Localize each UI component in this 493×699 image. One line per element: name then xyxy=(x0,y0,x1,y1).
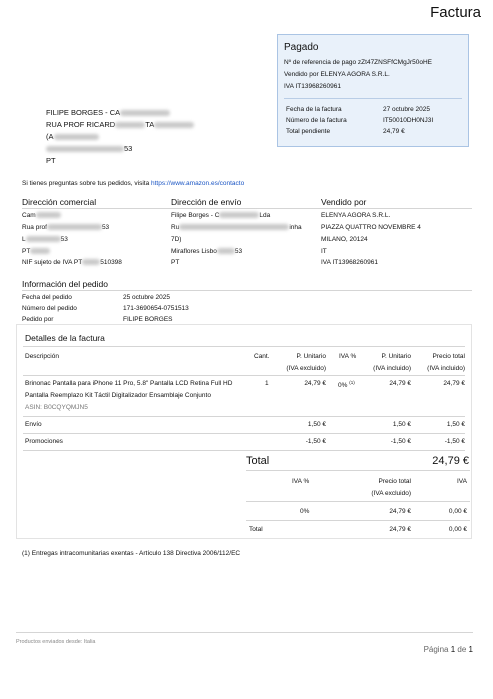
col-unit-price: P. Unitario xyxy=(296,353,326,360)
grand-total-value: 24,79 € xyxy=(432,455,469,467)
billing-address-line: (A xyxy=(46,132,99,141)
shipping-unit-price: 1,50 € xyxy=(307,421,326,428)
item-quantity: 1 xyxy=(265,380,269,387)
col-quantity: Cant. xyxy=(254,353,270,360)
grand-total-label: Total xyxy=(246,455,270,467)
vat-summary-col-total: Precio total xyxy=(378,478,411,485)
contact-link[interactable]: https://www.amazon.es/contacto xyxy=(151,180,245,187)
grand-total-divider xyxy=(246,470,470,471)
seller-vat-number: IVA IT13968260961 xyxy=(321,259,378,266)
col-unit-price-incl-note: (IVA incluido) xyxy=(373,365,411,372)
shipping-address-title: Dirección de envío xyxy=(171,197,242,207)
seller-line: MILANO, 20124 xyxy=(321,236,368,243)
billing-address-line: 53 xyxy=(46,144,132,153)
invoice-details-box xyxy=(16,324,472,539)
col-total: Precio total xyxy=(432,353,465,360)
seller-line: ELENYA AGORA S.R.L. xyxy=(321,212,391,219)
commercial-address-line: Rua prof 53 xyxy=(22,224,110,231)
ordered-by-label: Pedido por xyxy=(22,316,54,323)
shipping-address-line: Filipe Borges - C Lda xyxy=(171,212,271,219)
item-divider xyxy=(23,416,465,417)
item-asin: ASIN: B0CQYQMJN5 xyxy=(25,404,88,411)
vat-summary-col-vat: IVA % xyxy=(292,478,310,485)
item-total: 24,79 € xyxy=(443,380,465,387)
shipped-from: Productos enviados desde: Italia xyxy=(16,639,96,645)
contact-line: Si tienes preguntas sobre tus pedidos, visita https://www.amazon.es/contacto xyxy=(22,180,245,187)
ordered-by-value: FILIPE BORGES xyxy=(123,316,173,323)
seller-line: PIAZZA QUATTRO NOVEMBRE 4 xyxy=(321,224,421,231)
vat-summary-col-iva: IVA xyxy=(457,478,467,485)
col-description: Descripción xyxy=(25,353,59,360)
payment-divider xyxy=(284,98,462,99)
invoice-date-value: 27 octubre 2025 xyxy=(383,106,430,113)
invoice-number-label: Número de la factura xyxy=(286,117,347,124)
shipping-unit-price-incl: 1,50 € xyxy=(392,421,411,428)
order-info-divider xyxy=(22,290,472,291)
col-unit-price-incl: P. Unitario xyxy=(381,353,411,360)
paid-heading: Pagado xyxy=(284,42,319,53)
shipping-address-line: PT xyxy=(171,259,180,266)
vat-summary-iva: 0,00 € xyxy=(448,508,467,515)
billing-address-line: RUA PROF RICARD TA xyxy=(46,120,194,129)
seller-line: IT xyxy=(321,248,327,255)
vat-summary-col-total-note: (IVA excluido) xyxy=(371,490,411,497)
order-number-label: Número del pedido xyxy=(22,305,77,312)
item-unit-price-incl: 24,79 € xyxy=(389,380,411,387)
item-description-cont: Pantalla Reemplazo Kit Táctil Digitalizador Ensamblaje Conjunto xyxy=(25,392,211,399)
header-divider xyxy=(23,375,465,376)
promotions-total: -1,50 € xyxy=(444,438,465,445)
invoice-date-label: Fecha de la factura xyxy=(286,106,342,113)
shipping-label: Envío xyxy=(25,421,42,428)
item-unit-price: 24,79 € xyxy=(304,380,326,387)
payment-reference: Nº de referencia de pago zZt47ZNSFfCMgJr50oHE xyxy=(284,59,432,66)
amount-due-value: 24,79 € xyxy=(383,128,405,135)
page-indicator: Página 1 de 1 xyxy=(423,645,473,654)
details-title-divider xyxy=(23,346,465,347)
commercial-address-line: PT xyxy=(22,248,50,255)
order-info-title: Información del pedido xyxy=(22,279,109,289)
shipping-address-line: Miraflores Lisbo 53 xyxy=(171,248,243,255)
vat-summary-sum-iva: 0,00 € xyxy=(448,526,467,533)
col-vat: IVA % xyxy=(339,353,357,360)
shipping-address-line: Ru inha xyxy=(171,224,302,231)
amount-due-label: Total pendiente xyxy=(286,128,331,135)
invoice-number-value: IT50010DH0NJ3I xyxy=(383,117,434,124)
item-description: Brinonac Pantalla para iPhone 11 Pro, 5.8" Pantalla LCD Retina Full HD xyxy=(25,380,233,387)
col-total-note: (IVA incluido) xyxy=(427,365,465,372)
commercial-address-line: L 53 xyxy=(22,236,68,243)
vat-footnote: (1) Entregas intracomunitarias exentas - Artículo 138 Directiva 2006/112/EC xyxy=(22,550,241,557)
item-vat: 0% $^{(1)}$ xyxy=(338,380,355,390)
columns-divider xyxy=(22,208,472,209)
order-date-value: 25 octubre 2025 xyxy=(123,294,170,301)
billing-address-line: PT xyxy=(46,156,56,165)
promotions-label: Promociones xyxy=(25,438,63,445)
promotions-unit-price-incl: -1,50 € xyxy=(390,438,411,445)
vat-summary-header-divider xyxy=(246,501,470,502)
shipping-total: 1,50 € xyxy=(446,421,465,428)
vat-summary-sum-total: 24,79 € xyxy=(389,526,411,533)
commercial-vat-number: NIF sujeto de IVA PT 510398 xyxy=(22,259,122,266)
promotions-divider xyxy=(23,450,465,451)
payment-vat: IVA IT13968260961 xyxy=(284,83,341,90)
order-number-value: 171-3690654-0751513 xyxy=(123,305,189,312)
promotions-unit-price: -1,50 € xyxy=(305,438,326,445)
vat-summary-sum-label: Total xyxy=(249,526,263,533)
seller-title: Vendido por xyxy=(321,197,367,207)
commercial-address-line: Cam xyxy=(22,212,61,219)
shipping-address-line: 7D) xyxy=(171,236,182,243)
vat-summary-rate: 0% xyxy=(300,508,310,515)
invoice-title: Factura xyxy=(430,4,481,21)
payment-seller: Vendido por ELENYA AGORA S.R.L. xyxy=(284,71,390,78)
commercial-address-title: Dirección comercial xyxy=(22,197,97,207)
order-date-label: Fecha del pedido xyxy=(22,294,72,301)
vat-summary-total: 24,79 € xyxy=(389,508,411,515)
shipping-divider xyxy=(23,433,465,434)
footer-divider xyxy=(16,632,473,633)
billing-address-line: FILIPE BORGES - CA xyxy=(46,108,170,117)
payment-summary-box xyxy=(277,34,469,147)
col-unit-price-note: (IVA excluido) xyxy=(286,365,326,372)
vat-summary-row-divider xyxy=(246,520,470,521)
invoice-details-title: Detalles de la factura xyxy=(25,333,105,343)
